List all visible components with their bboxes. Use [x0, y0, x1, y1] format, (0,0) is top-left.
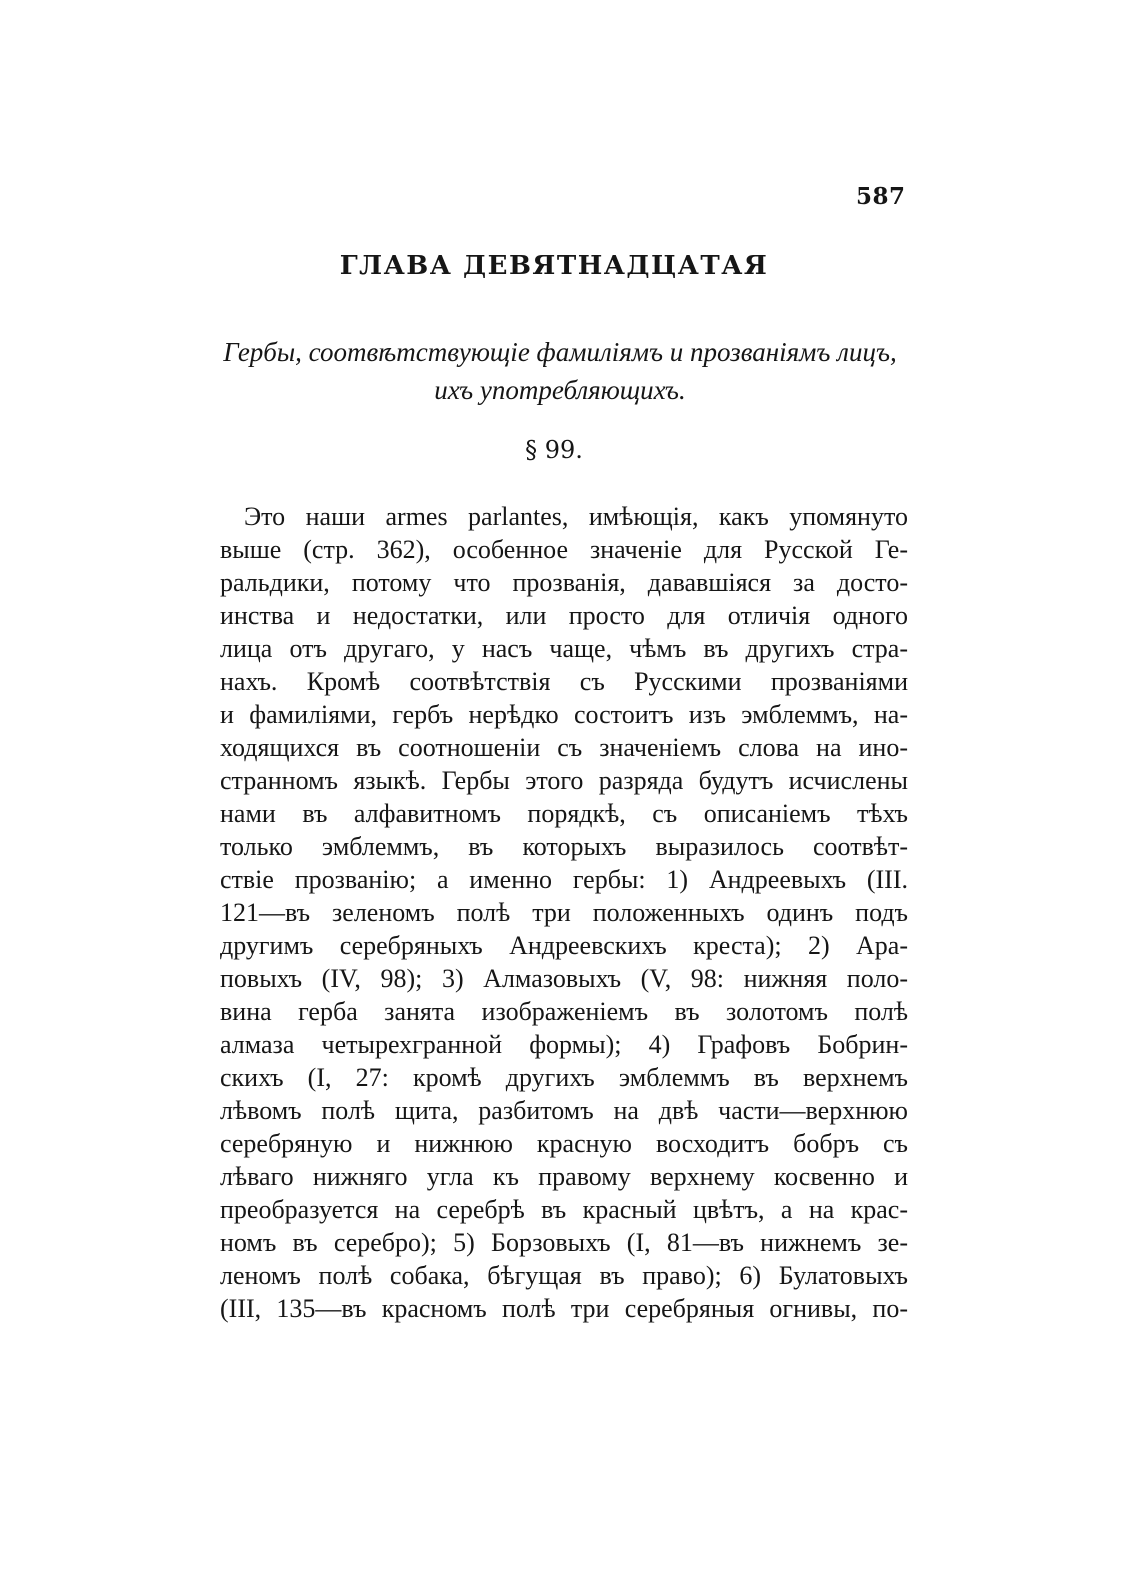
chapter-title: ГЛАВА ДЕВЯТНАДЦАТАЯ [339, 251, 769, 281]
text-line: нами въ алфавитномъ порядкѣ, съ описаніемъ тѣхъ [220, 799, 908, 828]
text-line: странномъ языкѣ. Гербы этого разряда будутъ исчислены [220, 766, 908, 795]
text-line: ствіе прозванію; а именно гербы: 1) Андреевыхъ (III. [220, 865, 908, 894]
text-line: другимъ серебряныхъ Андреевскихъ креста); 2) Ара- [220, 931, 908, 960]
text-line: Это наши armes parlantes, имѣющія, какъ упомянуто [244, 502, 908, 531]
text-line: выше (стр. 362), особенное значеніе для Русской Ге- [220, 535, 908, 564]
text-line: преобразуется на серебрѣ въ красный цвѣтъ, а на крас- [220, 1195, 908, 1224]
text-line: лѣвомъ полѣ щита, разбитомъ на двѣ части—верхнюю [220, 1096, 908, 1125]
text-line: 121—въ зеленомъ полѣ три положенныхъ одинъ подъ [220, 898, 908, 927]
text-line: только эмблеммъ, въ которыхъ выразилось соотвѣт- [220, 832, 908, 861]
subtitle-line: Гербы, соотвѣтствующіе фамиліямъ и прозваніямъ лицъ, [223, 337, 897, 367]
page-number: 587 [856, 183, 906, 210]
text-line: и фамиліями, гербъ нерѣдко состоитъ изъ эмблеммъ, на- [220, 700, 908, 729]
chapter-subtitle [200, 333, 920, 409]
text-line: номъ въ серебро); 5) Борзовыхъ (I, 81—въ нижнемъ зе- [220, 1228, 908, 1257]
text-line: алмаза четырехгранной формы); 4) Графовъ Бобрин- [220, 1030, 908, 1059]
text-line: (III, 135—въ красномъ полѣ три серебряныя огнивы, по- [220, 1294, 908, 1323]
text-line: лица отъ другаго, у насъ чаще, чѣмъ въ другихъ стра- [220, 634, 908, 663]
text-line: ходящихся въ соотношеніи съ значеніемъ слова на ино- [220, 733, 908, 762]
section-number: § 99. [525, 436, 583, 464]
text-line: ральдики, потому что прозванія, дававшіяся за досто- [220, 568, 908, 597]
body-paragraph [220, 500, 908, 1325]
text-line: повыхъ (IV, 98); 3) Алмазовыхъ (V, 98: нижняя поло- [220, 964, 908, 993]
subtitle-line: ихъ употребляющихъ. [434, 375, 686, 405]
text-line: инства и недостатки, или просто для отличія одного [220, 601, 908, 630]
text-line: серебряную и нижнюю красную восходитъ бобръ съ [220, 1129, 908, 1158]
text-line: леномъ полѣ собака, бѣгущая въ право); 6) Булатовыхъ [220, 1261, 908, 1290]
text-line: скихъ (I, 27: кромѣ другихъ эмблеммъ въ верхнемъ [220, 1063, 908, 1092]
text-line: вина герба занята изображеніемъ въ золотомъ полѣ [220, 997, 908, 1026]
text-line: нахъ. Кромѣ соотвѣтствія съ Русскими прозваніями [220, 667, 908, 696]
text-line: лѣваго нижняго угла къ правому верхнему косвенно и [220, 1162, 908, 1191]
